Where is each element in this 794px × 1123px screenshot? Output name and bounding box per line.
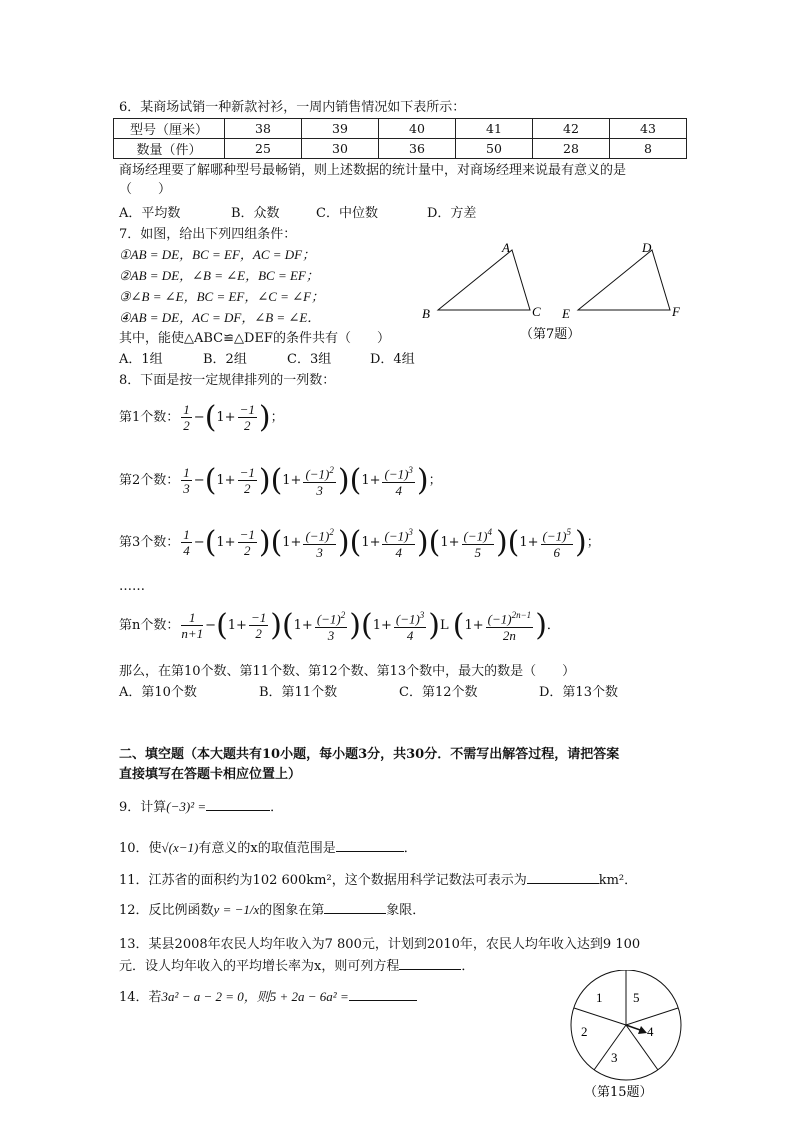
sequence-row-n: 第n个数： $\frac{1}{n+1}$ −(1+ $\frac{-1}{2}$ )(1+ $\frac{(-1)^2}{3}$ )(1+ $\frac{(-1)^3}{4}$ )L (1+ $\frac{(-1)^{2n-1}}{2n}$ )． — [119, 608, 560, 643]
row-label: 第1个数： — [119, 410, 180, 425]
q7-option-c: C．3组 — [287, 352, 332, 367]
section-heading-line2: 直接填写在答题卡相应位置上） — [119, 767, 302, 782]
q7-stem: 7．如图，给出下列四组条件： — [119, 227, 297, 242]
section-heading-line1: 二、填空题（本大题共有10小题，每小题3分，共30分．不需写出解答过程，请把答案 — [119, 747, 620, 762]
q6-question: 商场经理要了解哪种型号最畅销，则上述数据的统计量中，对商场经理来说最有意义的是 — [119, 163, 627, 178]
row-label: 第2个数： — [119, 473, 180, 488]
row-label: 第3个数： — [119, 535, 180, 550]
figure-caption-15: （第15题） — [584, 1085, 653, 1100]
sequence-row-1: 第1个数： $\frac{1}{2}$ −(1+ $\frac{-1}{2}$ )； — [119, 400, 284, 435]
label-c: C — [532, 304, 541, 319]
table-cell: 43 — [610, 119, 687, 139]
table-cell: 40 — [379, 119, 456, 139]
table-row — [114, 139, 687, 159]
spinner-dividers — [574, 970, 678, 1070]
q8-stem: 8．下面是按一定规律排列的一列数： — [119, 373, 336, 388]
q6-option-c: C．中位数 — [316, 206, 378, 221]
table-cell: 28 — [533, 139, 610, 159]
q8-option-d: D．第13个数 — [539, 685, 618, 700]
ellipsis: …… — [119, 579, 145, 594]
q8-option-b: B．第11个数 — [259, 685, 338, 700]
q7-condition-4: ④AB = DE，AC = DF，∠B = ∠E． — [119, 310, 321, 325]
label-f: F — [672, 304, 680, 319]
q8-option-c: C．第12个数 — [399, 685, 478, 700]
q8-option-a: A．第10个数 — [119, 685, 197, 700]
q7-condition-1: ①AB = DE，BC = EF，AC = DF； — [119, 247, 316, 262]
label-e: E — [562, 306, 570, 321]
table-cell: 型号（厘米） — [114, 119, 225, 139]
table-cell: 50 — [456, 139, 533, 159]
sequence-row-3: 第3个数： $\frac{1}{4}$ −(1+ $\frac{-1}{2}$ )(1+ $\frac{(-1)^2}{3}$ )(1+ $\frac{(-1)^3}{4}$ )(1+ $\frac{(-1)^4}{5}$ )(1+ $\frac{(-1)^5}{6}$ )； — [119, 525, 600, 560]
q7-option-b: B．2组 — [203, 352, 247, 367]
label-a: A — [502, 240, 510, 255]
q7-question: 其中，能使△ABC≌△DEF的条件共有（ ） — [119, 331, 390, 346]
q13-line2: 元．设人均年收入的平均增长率为x，则可列方程 ． — [119, 959, 475, 974]
q6-stem: 6．某商场试销一种新款衬衫，一周内销售情况如下表所示： — [119, 100, 466, 115]
q11: 11．江苏省的面积约为102 600km²，这个数据用科学记数法可表示为 km²． — [119, 873, 638, 888]
triangle-def — [578, 250, 670, 310]
q7-option-d: D．4组 — [370, 352, 415, 367]
sector-1: 1 — [596, 990, 603, 1005]
triangle-abc — [438, 250, 530, 310]
sales-table — [113, 118, 687, 159]
q6-paren: （ ） — [119, 182, 172, 197]
label-b: B — [422, 306, 430, 321]
table-cell: 36 — [379, 139, 456, 159]
q7-condition-2: ②AB = DE，∠B = ∠E，BC = EF； — [119, 268, 319, 283]
label-d: D — [642, 240, 652, 255]
sector-5: 5 — [633, 990, 640, 1005]
row-label: 第n个数： — [119, 618, 180, 633]
q6-option-d: D．方差 — [427, 206, 477, 221]
figure-caption-7: （第7题） — [520, 327, 581, 342]
table-cell: 8 — [610, 139, 687, 159]
sector-2: 2 — [581, 1024, 588, 1039]
table-cell: 30 — [302, 139, 379, 159]
table-cell: 数量（件） — [114, 139, 225, 159]
q6-option-b: B．众数 — [231, 206, 280, 221]
q6-option-a: A．平均数 — [119, 206, 181, 221]
q14: 14．若3a² − a − 2 = 0，则5 + 2a − 6a² = — [119, 988, 417, 1007]
table-row — [114, 119, 687, 139]
table-cell: 25 — [225, 139, 302, 159]
table-cell: 42 — [533, 119, 610, 139]
sector-3: 3 — [611, 1050, 618, 1065]
q13-line1: 13．某县2008年农民人均年收入为7 800元，计划到2010年，农民人均年收入达到9 100 — [119, 937, 641, 952]
sequence-row-2: 第2个数： $\frac{1}{3}$ −(1+ $\frac{-1}{2}$ )(1+ $\frac{(-1)^2}{3}$ )(1+ $\frac{(-1)^3}{4}$ )； — [119, 463, 442, 498]
sector-4: 4 — [647, 1024, 654, 1039]
table-cell: 38 — [225, 119, 302, 139]
triangles-figure — [420, 236, 690, 346]
q10: 10．使√(x−1)有意义的x的取值范围是 ． — [119, 840, 417, 856]
table-cell: 39 — [302, 119, 379, 139]
spinner-figure — [563, 970, 693, 1104]
q7-option-a: A．1组 — [119, 352, 163, 367]
q12: 12．反比例函数y = −1/x的图象在第 象限． — [119, 902, 426, 918]
table-cell: 41 — [456, 119, 533, 139]
q7-condition-3: ③∠B = ∠E，BC = EF，∠C = ∠F； — [119, 289, 325, 304]
q8-question: 那么，在第10个数、第11个数、第12个数、第13个数中，最大的数是（ ） — [119, 664, 576, 679]
q9: 9．计算(−3)² = ． — [119, 799, 284, 815]
